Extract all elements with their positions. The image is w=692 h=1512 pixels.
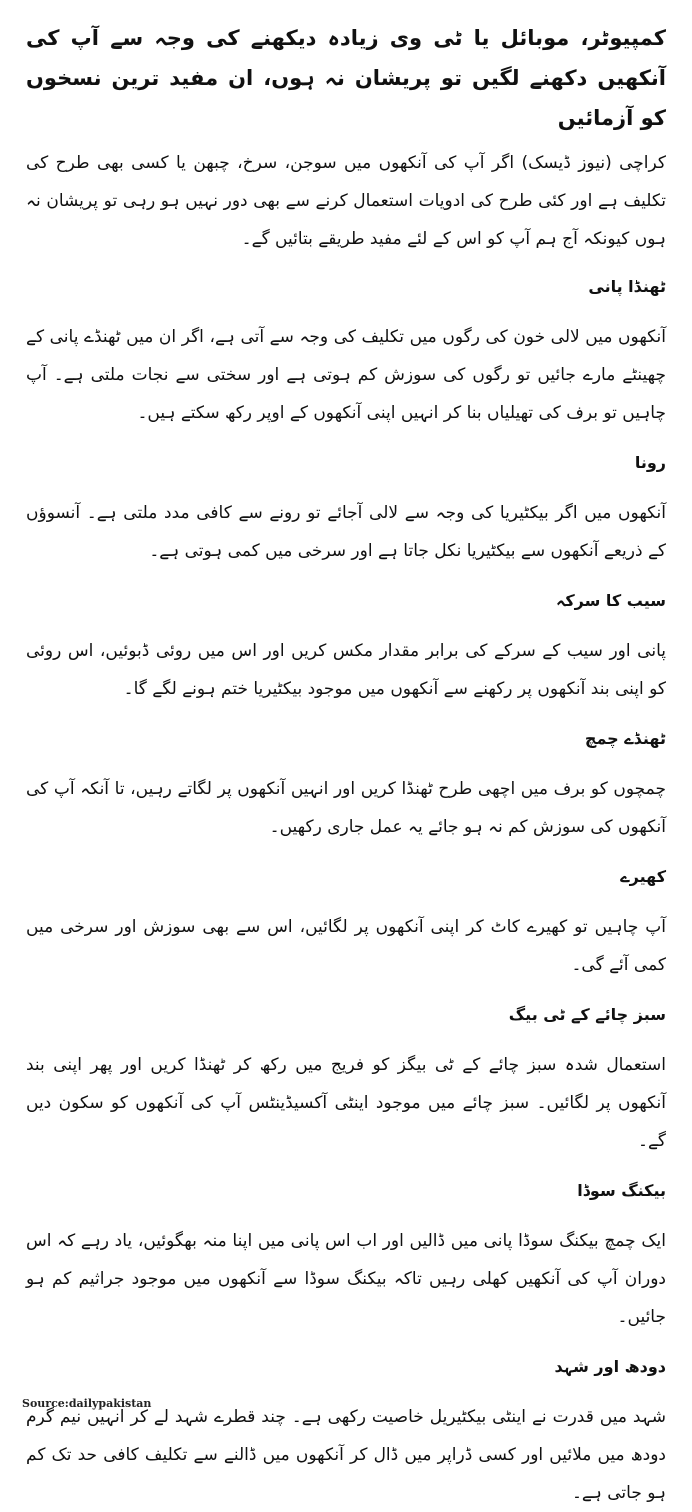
remedy-heading: سبز چائے کے ٹی بیگ: [508, 1005, 666, 1024]
source-credit: Source:dailypakistan: [22, 1397, 152, 1410]
remedy-text: ایک چمچ بیکنگ سوڈا پانی میں ڈالیں اور اب اس پانی میں اپنا منہ بھگوئیں، یاد رہے کہ اس دوران آپ کی آنکھیں کھلی رہیں تاکہ بیکنگ سوڈا سے آنکھوں میں موجود جراثیم کم ہو جائیں۔: [26, 1231, 666, 1327]
remedy-section: [26, 722, 666, 846]
remedy-heading: کھیرے: [620, 867, 666, 886]
remedy-section: [26, 1350, 666, 1512]
remedy-section: [26, 860, 666, 984]
remedy-text: آنکھوں میں لالی خون کی رگوں میں تکلیف کی وجہ سے آتی ہے، اگر ان میں ٹھنڈے پانی کے چھینٹے مارے جائیں تو رگوں کی سوزش کم ہوتی ہے اور سختی سے نجات ملتی ہے۔ آپ چاہیں تو برف کی تھیلیاں بنا کر انہیں اپنی آنکھوں کے اوپر رکھ سکتے ہیں۔: [26, 327, 666, 423]
remedy-text: چمچوں کو برف میں اچھی طرح ٹھنڈا کریں اور انہیں آنکھوں پر لگاتے رہیں، تا آنکہ آپ کی آنکھوں کی سوزش کم نہ ہو جائے یہ عمل جاری رکھیں۔: [26, 779, 666, 837]
remedy-section: [26, 270, 666, 432]
remedy-section: [26, 1174, 666, 1336]
remedy-section: [26, 446, 666, 570]
remedy-heading: سیب کا سرکہ: [555, 591, 666, 610]
remedy-heading: بیکنگ سوڈا: [577, 1181, 666, 1200]
remedy-heading: ٹھنڈے چمچ: [584, 729, 666, 748]
remedy-section: [26, 584, 666, 708]
remedy-text: آنکھوں میں اگر بیکٹیریا کی وجہ سے لالی آجائے تو رونے سے کافی مدد ملتی ہے۔ آنسوؤں کے ذریعے آنکھوں سے بیکٹیریا نکل جاتا ہے اور سرخی میں کمی ہوتی ہے۔: [26, 503, 666, 561]
article-intro: کراچی (نیوز ڈیسک) اگر آپ کی آنکھوں میں سوجن، سرخ، چبھن یا کسی بھی طرح کی تکلیف ہے اور کئی طرح کی ادویات استعمال کرنے سے بھی دور نہیں ہو رہی تو پریشان نہ ہوں کیونکہ آج ہم آپ کو اس کے لئے مفید طریقے بتائیں گے۔: [26, 153, 666, 249]
remedy-section: [26, 998, 666, 1160]
remedy-heading: دودھ اور شہد: [554, 1357, 666, 1376]
article-title: کمپیوٹر، موبائل یا ٹی وی زیادہ دیکھنے کی وجہ سے آپ کی آنکھیں دکھنے لگیں تو پریشان نہ ہوں، ان مفید ترین نسخوں کو آزمائیں: [26, 26, 666, 130]
remedy-text: شہد میں قدرت نے اینٹی بیکٹیریل خاصیت رکھی ہے۔ چند قطرے شہد لے کر انہیں نیم گرم دودھ میں ملائیں اور کسی ڈراپر میں ڈال کر آنکھوں میں ڈالنے سے تکلیف کافی حد تک کم ہو جاتی ہے۔: [26, 1407, 666, 1503]
remedy-text: آپ چاہیں تو کھیرے کاٹ کر اپنی آنکھوں پر لگائیں، اس سے بھی سوزش اور سرخی میں کمی آئے گی۔: [26, 917, 666, 975]
remedy-text: استعمال شدہ سبز چائے کے ٹی بیگز کو فریج میں رکھ کر ٹھنڈا کریں اور پھر اپنی بند آنکھوں پر لگائیں۔ سبز چائے میں موجود اینٹی آکسیڈینٹس آپ کی آنکھوں کو سکون دیں گے۔: [26, 1055, 666, 1151]
remedy-text: پانی اور سیب کے سرکے کی برابر مقدار مکس کریں اور اس میں روئی ڈبوئیں، اس روئی کو اپنی بند آنکھوں پر رکھنے سے آنکھوں میں موجود بیکٹیریا ختم ہونے لگے گا۔: [26, 641, 666, 699]
remedy-heading: ٹھنڈا پانی: [588, 277, 666, 296]
remedy-heading: رونا: [634, 453, 666, 472]
